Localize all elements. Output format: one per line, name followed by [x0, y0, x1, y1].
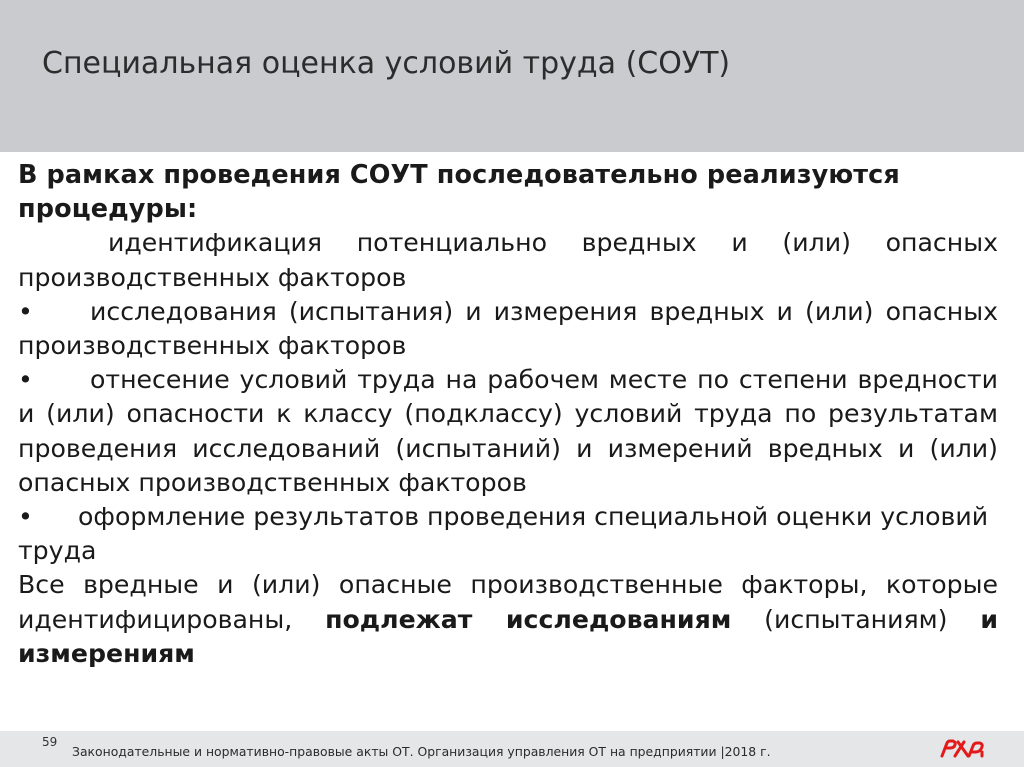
list-item — [18, 500, 998, 568]
list-item-text: оформление результатов проведения специальной оценки условий труда — [18, 502, 989, 566]
lead-paragraph: В рамках проведения СОУТ последовательно реализуются процедуры: — [18, 160, 900, 225]
list-item — [18, 295, 998, 363]
list-item — [18, 226, 998, 294]
page-number: 59 — [42, 735, 58, 749]
bullet-icon: • — [18, 296, 33, 326]
footer-text: Законодательные и нормативно-правовые акты ОТ. Организация управления ОТ на предприятии |2018 г. — [72, 744, 771, 759]
bullet-icon: • — [18, 365, 33, 395]
list-item-text: отнесение условий труда на рабочем месте по степени вредности и (или) опасности к классу (подклассу) условий труда по результатам проведения исследований (испытаний) и измерений вредных и (или) опасных производственных факторов — [18, 365, 998, 497]
closing-paragraph — [18, 568, 998, 671]
bullet-icon: • — [18, 502, 33, 532]
slide-body — [18, 158, 998, 671]
slide-title: Специальная оценка условий труда (СОУТ) — [42, 46, 731, 81]
list-item-text: исследования (испытания) и измерения вредных и (или) опасных производственных факторов — [18, 296, 998, 361]
closing-emphasis: подлежат исследованиям — [325, 604, 732, 634]
list-item — [18, 363, 998, 500]
closing-text: Все вредные и (или) опасные производственные факторы, которые идентифицированы, — [18, 570, 998, 634]
rzd-logo-icon — [938, 738, 986, 760]
closing-text-mid: (испытаниям) — [764, 604, 948, 634]
list-item-text: идентификация потенциально вредных и (или) опасных производственных факторов — [18, 228, 998, 292]
closing-emphasis-end: и измерениям — [18, 604, 998, 668]
